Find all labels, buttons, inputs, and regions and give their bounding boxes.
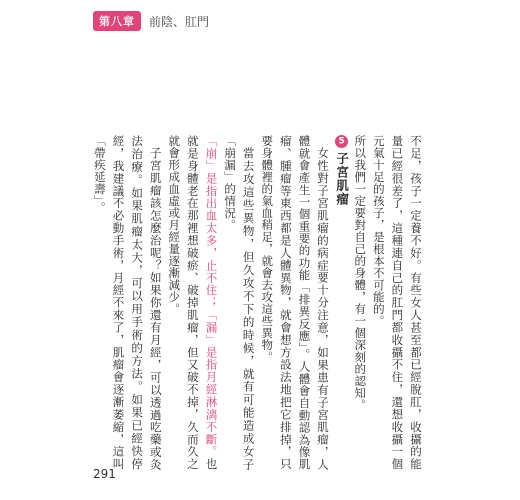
- chapter-title: 前陰、肛門: [149, 14, 210, 29]
- paragraph-5-rest: 也就是身體老在那裡想破瘀、破掉肌瘤，但又破不掉，久而久之就會形成血虛或月經量逐漸減少。: [167, 135, 219, 470]
- section-title: 子宮肌瘤: [334, 152, 350, 206]
- section-heading: [332, 135, 351, 470]
- paragraph-6: 子宮肌瘤該怎麼治呢？如果你還有月經，可以透過吃藥或灸法治療。如果肌瘤太大，可以用手術的方法。如果已經快停經，我建議不必動手術，月經不來了，肌瘤會逐漸萎縮，這叫「帶疾延壽」。: [92, 135, 163, 470]
- paragraph-3: 女性對子宮肌瘤的病症要十分注意，如果患有子宮肌瘤，人體就會產生一個重要的功能「排異反應」。人體會自動認為像肌瘤、腫瘤等東西都是人體異物，就會想方設法地把它排掉，只要身體裡的氣血稍足，就會去攻這些異物。: [260, 135, 331, 470]
- page-number: 291: [93, 467, 116, 481]
- highlight-definition: 「崩」是指出血太多，止不住；「漏」是指月經淋漓不斷。: [204, 135, 219, 458]
- chapter-header: [93, 10, 209, 32]
- paragraph-4: 當去攻這些異物，但久攻不下的時候，就有可能造成女子「崩漏」的情況。: [223, 135, 256, 470]
- chapter-badge: 第八章: [93, 11, 141, 31]
- paragraph-1: 不足，孩子一定養不好。有些女人甚至都已經脫肛，收攝的能量已經很差了，這種連自己的肛門都收攝不住，還想收攝一個元氣十足的孩子，是根本不可能的。: [371, 135, 423, 470]
- paragraph-2: 所以我們一定要對自己的身體，有一個深刻的認知。: [353, 135, 368, 411]
- vertical-body-text: [90, 135, 425, 470]
- paragraph-5: [165, 135, 221, 470]
- section-number-badge: 5: [335, 135, 348, 148]
